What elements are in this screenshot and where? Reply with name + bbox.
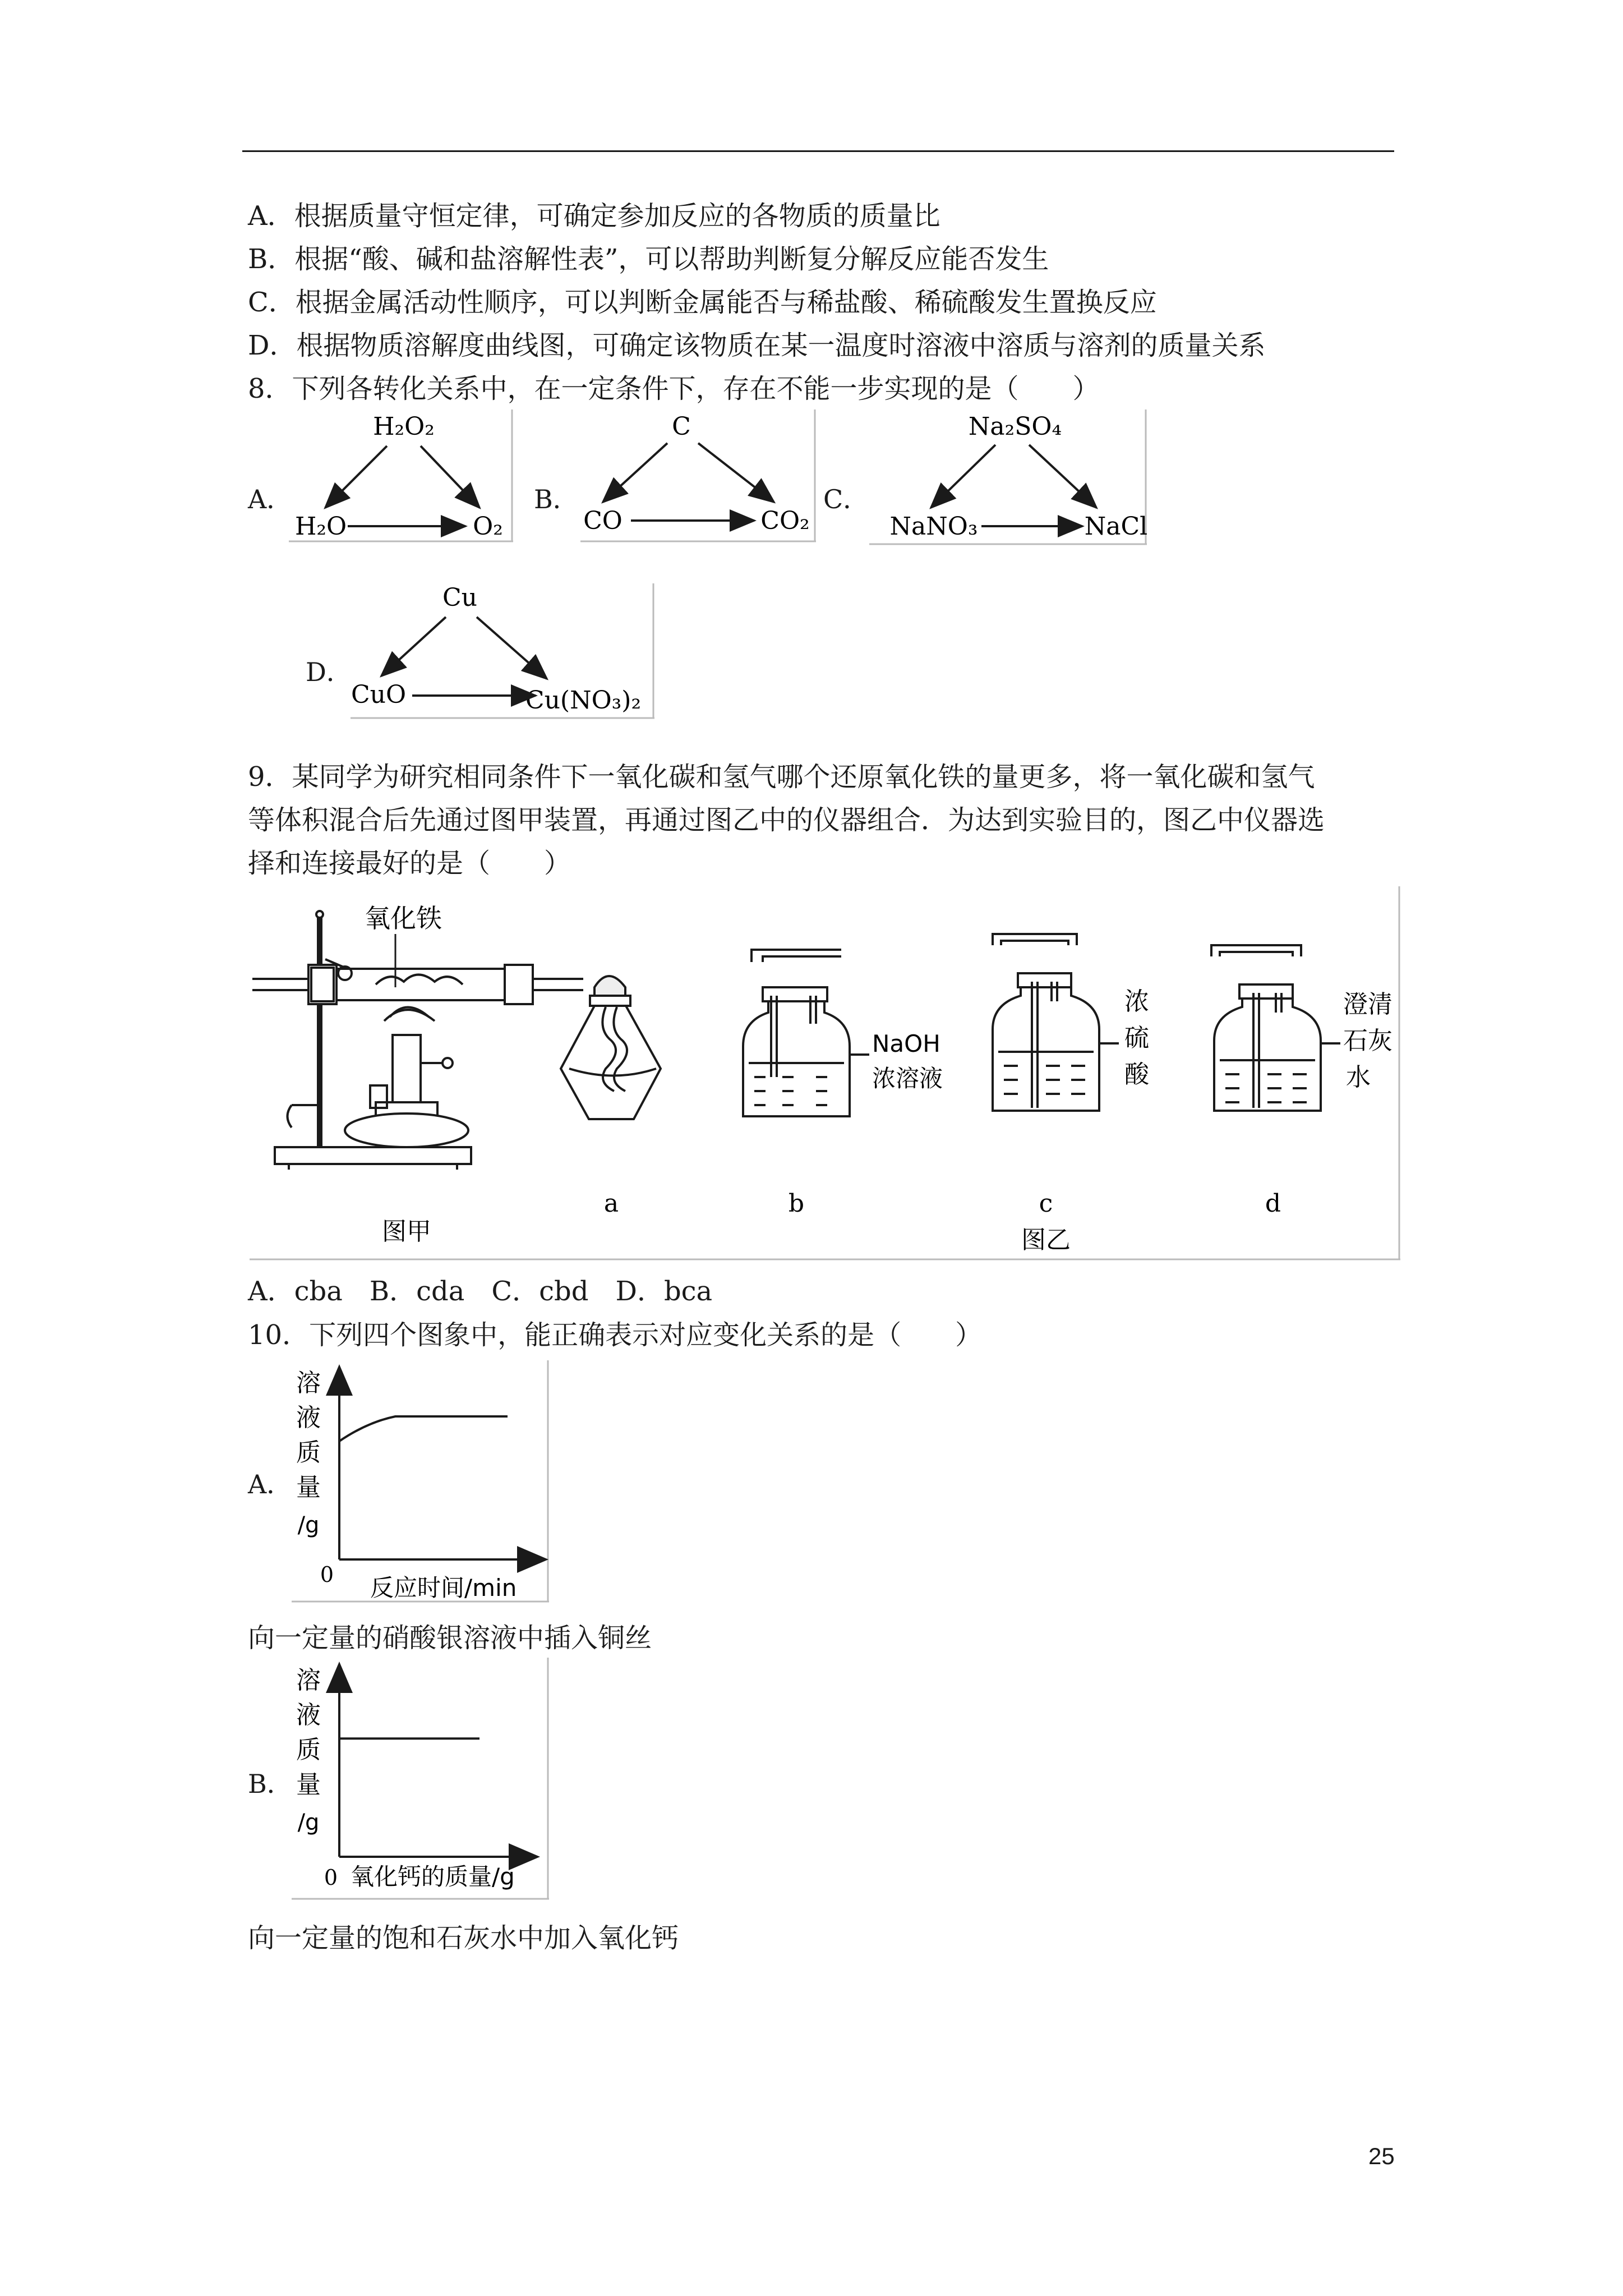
q10-letter-b: B． bbox=[248, 1769, 293, 1799]
page-number: 25 bbox=[1368, 2143, 1395, 2169]
q10b-ylabel-1: 溶 bbox=[296, 1666, 321, 1695]
q10a-ylabel-3: 质 bbox=[296, 1438, 321, 1467]
q8b-right: CO₂ bbox=[760, 507, 810, 535]
q9-answer-choices: A．cba B．cda C．cbd D．bca bbox=[248, 1276, 713, 1307]
alcohol-lamp-a bbox=[561, 976, 661, 1119]
q8-letter-d: D． bbox=[306, 657, 352, 687]
item-d-letter: d bbox=[1265, 1189, 1281, 1218]
q10-letter-a: A． bbox=[248, 1469, 293, 1499]
wash-bottle-b bbox=[743, 950, 869, 1116]
q8d-arrow-1 bbox=[381, 617, 446, 676]
q8b-top: C bbox=[672, 412, 691, 441]
wash-bottle-d bbox=[1211, 945, 1340, 1111]
q10a-curve bbox=[339, 1416, 508, 1441]
q10a-ylabel-1: 溶 bbox=[296, 1369, 321, 1397]
q10b-ylabel-4: 量 bbox=[296, 1770, 321, 1799]
q7-option-a: A．根据质量守恒定律，可确定参加反应的各物质的质量比 bbox=[248, 200, 940, 232]
q8d-left: CuO bbox=[351, 680, 407, 709]
item-d-label-2: 石灰 bbox=[1343, 1027, 1393, 1055]
header-rule bbox=[242, 150, 1394, 152]
q8a-top: H₂O₂ bbox=[373, 412, 435, 441]
q8d-right: Cu(NO₃)₂ bbox=[525, 686, 642, 715]
item-c-label-1: 浓 bbox=[1124, 987, 1149, 1016]
q10b-origin: 0 bbox=[324, 1865, 338, 1890]
q8-diagram-b bbox=[578, 407, 819, 544]
q8-letter-b: B． bbox=[534, 484, 579, 514]
q8c-right: NaCl bbox=[1084, 512, 1148, 541]
q10b-ylabel-5: /g bbox=[297, 1810, 320, 1835]
q10a-ylabel-2: 液 bbox=[296, 1404, 321, 1432]
q8a-right: O₂ bbox=[473, 512, 503, 541]
q10-caption-b: 向一定量的饱和石灰水中加入氧化钙 bbox=[248, 1922, 679, 1954]
q10a-origin: 0 bbox=[320, 1562, 334, 1587]
q10-stem: 10．下列四个图象中，能正确表示对应变化关系的是（ ） bbox=[248, 1319, 983, 1351]
q8a-arrow-1 bbox=[325, 446, 387, 508]
q10-caption-a: 向一定量的硝酸银溶液中插入铜丝 bbox=[248, 1622, 652, 1654]
q8-diagram-a bbox=[286, 407, 516, 544]
tube-label: 氧化铁 bbox=[365, 903, 442, 933]
q8-letter-c: C． bbox=[823, 484, 869, 514]
alcohol-burner-jia bbox=[345, 1007, 468, 1148]
q7-option-d: D．根据物质溶解度曲线图，可确定该物质在某一温度时溶液中溶质与溶剂的质量关系 bbox=[248, 330, 1266, 361]
q7-option-b: B．根据“酸、碱和盐溶解性表”，可以帮助判断复分解反应能否发生 bbox=[248, 243, 1049, 275]
q8c-left: NaNO₃ bbox=[889, 512, 978, 541]
q7-option-c: C．根据金属活动性顺序，可以判断金属能否与稀盐酸、稀硫酸发生置换反应 bbox=[248, 287, 1157, 318]
q10-graph-a bbox=[289, 1358, 552, 1604]
item-a-letter: a bbox=[603, 1189, 619, 1218]
item-c-label-2: 硫 bbox=[1124, 1024, 1149, 1052]
q8d-arrow-2 bbox=[477, 617, 547, 679]
q8b-arrow-2 bbox=[698, 443, 774, 502]
item-d-label-1: 澄清 bbox=[1343, 990, 1393, 1019]
q10a-ylabel-4: 量 bbox=[296, 1473, 321, 1502]
q8c-arrow-1 bbox=[931, 445, 995, 508]
q10b-xlabel: 氧化钙的质量/g bbox=[351, 1863, 515, 1890]
item-b-label-1: NaOH bbox=[872, 1030, 940, 1057]
q8c-arrow-2 bbox=[1029, 445, 1096, 508]
q10a-xlabel: 反应时间/min bbox=[370, 1574, 517, 1602]
q9-stem-line-2: 等体积混合后先通过图甲装置，再通过图乙中的仪器组合．为达到实验目的，图乙中仪器选 bbox=[248, 804, 1325, 836]
q10b-ylabel-3: 质 bbox=[296, 1736, 321, 1764]
q10-graph-b bbox=[289, 1655, 552, 1902]
q8a-left: H₂O bbox=[294, 512, 347, 541]
fig-jia-caption: 图甲 bbox=[382, 1217, 431, 1246]
q8-diagram-d bbox=[348, 581, 656, 721]
q8b-arrow-1 bbox=[603, 443, 667, 502]
item-c-letter: c bbox=[1039, 1189, 1053, 1218]
item-d-label-3: 水 bbox=[1346, 1063, 1371, 1092]
wash-bottle-c bbox=[993, 934, 1119, 1111]
item-c-label-3: 酸 bbox=[1124, 1060, 1149, 1089]
q8-letter-a: A． bbox=[248, 484, 293, 514]
reaction-tube bbox=[252, 959, 583, 1004]
q8d-top: Cu bbox=[442, 583, 478, 612]
q9-apparatus-figure bbox=[247, 884, 1402, 1262]
q10b-ylabel-2: 液 bbox=[296, 1701, 321, 1729]
q8c-top: Na₂SO₄ bbox=[968, 412, 1062, 441]
q8b-left: CO bbox=[583, 507, 623, 535]
fig-yi-caption: 图乙 bbox=[1021, 1226, 1071, 1254]
item-b-letter: b bbox=[788, 1189, 805, 1218]
q8-stem: 8．下列各转化关系中，在一定条件下，存在不能一步实现的是（ ） bbox=[248, 373, 1100, 404]
q9-stem-line-1: 9．某同学为研究相同条件下一氧化碳和氢气哪个还原氧化铁的量更多，将一氧化碳和氢气 bbox=[248, 761, 1315, 793]
q8a-arrow-2 bbox=[421, 446, 479, 508]
q9-stem-line-3: 择和连接最好的是（ ） bbox=[248, 848, 571, 879]
q8-diagram-c bbox=[866, 407, 1150, 547]
q10a-ylabel-5: /g bbox=[297, 1512, 320, 1538]
item-b-label-2: 浓溶液 bbox=[872, 1065, 943, 1092]
